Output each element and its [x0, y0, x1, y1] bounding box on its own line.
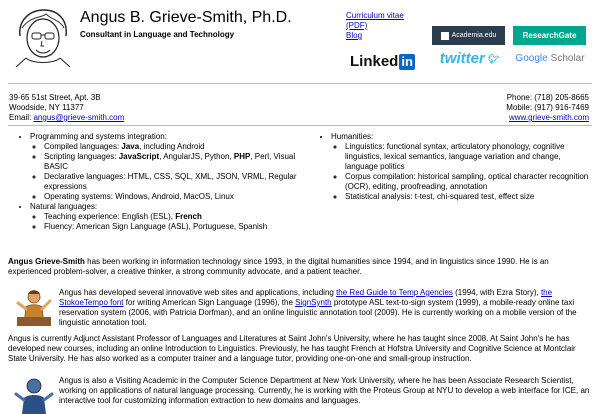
header-divider — [8, 83, 592, 84]
phone: Phone: (718) 205-8665 — [506, 93, 589, 102]
email-label: Email: — [9, 113, 32, 122]
portrait-sketch — [12, 6, 74, 68]
contact-divider — [8, 125, 592, 126]
bio-teaching: Angus is currently Adjunct Assistant Professor of Languages and Literatures at Saint John's University, where he has taught since 2008. At Saint John's he has developed new courses, including an online Introduction to Linguistics. Previously, he has taught French at Hofstra University and Cognitive Science at Montclair State University. He has also worked as a computer trainer and a language tutor, providing one-on-one and small-group instruction. — [8, 334, 576, 363]
google-label: Google — [515, 53, 548, 64]
skills-left-column — [14, 132, 304, 232]
researchgate-label: ResearchGate — [522, 30, 577, 40]
linkedin-in-label: in — [401, 54, 413, 69]
website-link[interactable]: www.grieve-smith.com — [508, 113, 589, 122]
bio-web-projects: Angus has developed several innovative web sites and applications, including the Red Guide to Temp Agencies (1994, with Ezra Story), the StokoeTempo font for writing American Sign Language (1996), the SignSynth prototype ASL text-to-sign system (1999), a mobile-ready online taxi reservation system (2006, with Patricia Dorfman), and an online linguistic annotation tool (2009). He is currently working on a mobile version of the linguistic annotation tool. — [59, 288, 577, 327]
list-item: ◦ Compiled languages: Java, including Android — [44, 142, 304, 152]
researchgate-badge[interactable] — [513, 26, 586, 45]
address-line-1: 39-65 51st Street, Apt. 3B — [9, 93, 101, 102]
list-item: • Natural languages: ◦ Teaching experience: English (ESL), French ◦ Fluency: American Sign Language (ASL), Portuguese, Spanish — [30, 202, 304, 232]
address-line-2: Woodside, NY 11377 — [9, 103, 84, 112]
google-scholar-badge[interactable] — [511, 50, 589, 68]
subtitle: Consultant in Language and Technology — [80, 30, 235, 39]
academia-badge[interactable] — [432, 26, 505, 45]
list-item: ◦ Linguistics: functional syntax, articulatory phonology, cognitive linguistics, lexical semantics, language variation and change, language politics — [345, 142, 593, 172]
email-link[interactable]: angus@grieve-smith.com — [33, 113, 125, 122]
list-item: ◦ Corpus compilation: historical sampling, optical character recognition (OCR), editing, proofreading, annotation — [345, 172, 593, 192]
twitter-label: twitter — [439, 50, 485, 67]
list-item: • Programming and systems integration: ◦ Compiled languages: Java, including Android ◦ Scripting languages: JavaScript, AngularJS, Python, PHP, Perl, Visual BASIC ◦ Declarative languages: HTML, CSS, SQL, XML, JSON, VRML, Regular expressions ◦ Operating systems: Windows, Android, MacOS, Linux — [30, 132, 304, 202]
blog-link[interactable]: Blog — [346, 31, 363, 40]
signsynth-link[interactable]: SignSynth — [295, 298, 332, 307]
academia-label: Academia.edu — [451, 31, 497, 39]
linkedin-label: Linked — [350, 53, 399, 70]
stokoetempo-link[interactable]: the StokoeTempo font — [59, 288, 553, 307]
list-item: ◦ Statistical analysis: t-test, chi-squared test, effect size — [345, 192, 593, 202]
top-links — [346, 11, 404, 41]
list-item: ◦ Operating systems: Windows, Android, MacOS, Linux — [44, 192, 304, 202]
bio-intro: Angus Grieve-Smith has been working in information technology since 1993, in the digital humanities since 1994, and in linguistics since 1990. He is an experienced problem-solver, a creative thinker, a strong community advocate, and a patient teacher. — [8, 257, 549, 276]
signing-figure-image — [14, 287, 54, 327]
cv-link[interactable]: Curriculum vitae — [346, 11, 404, 20]
list-item: ◦ Declarative languages: HTML, CSS, SQL, XML, JSON, VRML, Regular expressions — [44, 172, 304, 192]
mobile: Mobile: (917) 916-7469 — [506, 103, 589, 112]
bio-nyu: Angus is also a Visiting Academic in the Computer Science Department at New York University, where he has been Associate Research Scientist, working on applications of natural language processing. Currently, he is working with the Proteus Group at NYU to develop a web interface for ICE, an interactive tool for customizing information extraction to new domains and languages. — [59, 376, 590, 405]
nyu-figure-image — [14, 374, 54, 414]
list-item: ◦ Teaching experience: English (ESL), French — [44, 212, 304, 222]
list-item: ◦ Fluency: American Sign Language (ASL), Portuguese, Spanish — [44, 222, 304, 232]
page-title: Angus B. Grieve-Smith, Ph.D. — [80, 9, 292, 26]
academia-icon — [441, 32, 449, 40]
red-guide-link[interactable]: the Red Guide to Temp Agencies — [336, 288, 453, 297]
cv-pdf-link[interactable]: (PDF) — [346, 21, 368, 30]
skills-right-column — [315, 132, 593, 202]
contact-phones — [506, 93, 589, 123]
twitter-badge[interactable] — [432, 50, 506, 68]
contact-address — [9, 93, 124, 123]
list-item: ◦ Scripting languages: JavaScript, AngularJS, Python, PHP, Perl, Visual BASIC — [44, 152, 304, 172]
scholar-label: Scholar — [550, 53, 585, 64]
twitter-bird-icon: 🐦︎ — [486, 54, 499, 64]
list-item: • Humanities: ◦ Linguistics: functional syntax, articulatory phonology, cognitive linguistics, lexical semantics, language variation and change, language politics ◦ Corpus compilation: historical sampling, optical character recognition (OCR), editing, proofreading, annotation ◦ Statistical analysis: t-test, chi-squared test, effect size — [331, 132, 593, 202]
linkedin-badge[interactable] — [350, 52, 422, 72]
